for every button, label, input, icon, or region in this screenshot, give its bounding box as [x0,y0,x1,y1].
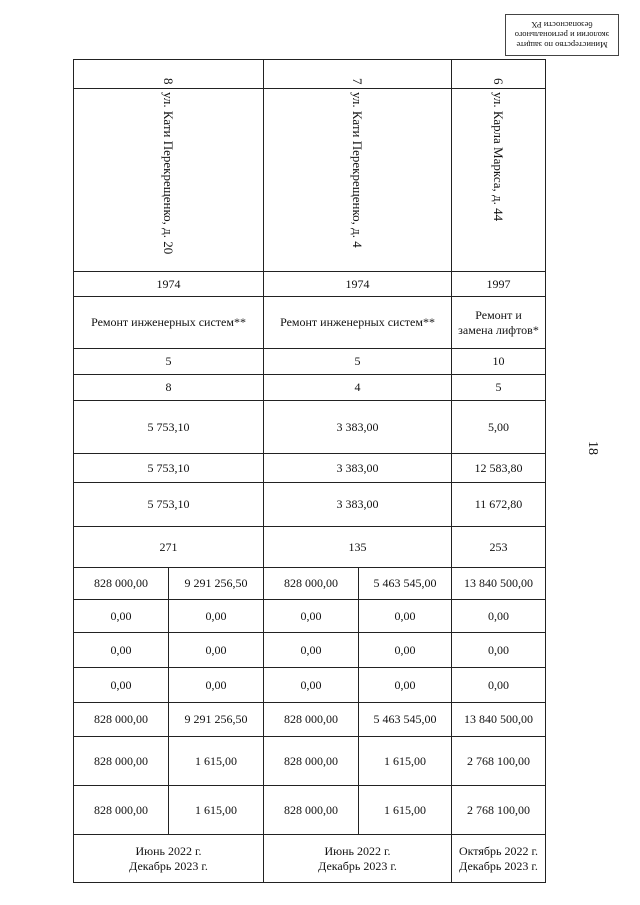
table-row [74,375,546,401]
table-row [74,633,546,668]
stamp-line: безопасности РХ [531,20,593,30]
entrances-cell: 4 [264,375,452,401]
address: ул. Кати Перекрещенко, д. 4 [350,91,365,248]
money-cell: 13 840 500,00 [452,703,546,737]
table-row [74,349,546,375]
money-cell: 0,00 [452,600,546,633]
area-b-cell: 5 753,10 [74,483,264,527]
address-cell [264,89,452,272]
address: ул. Карла Маркса, д. 44 [491,91,506,221]
money-cell: 0,00 [359,668,452,703]
entrances-cell: 5 [452,375,546,401]
money-cell: 0,00 [74,633,169,668]
money-cell: 0,00 [359,600,452,633]
stamp-line: экологии и регионального [514,30,610,40]
column-number-cell [264,60,452,89]
money-cell: 0,00 [74,668,169,703]
money-cell: 1 615,00 [359,737,452,786]
column-number-cell [452,60,546,89]
year-cell: 1974 [264,272,452,297]
floors-cell: 5 [74,349,264,375]
column-number-cell [74,60,264,89]
page-number: 18 [585,441,600,455]
column-number: 7 [350,78,365,85]
money-cell: 828 000,00 [74,737,169,786]
money-cell: 0,00 [264,668,359,703]
residents-cell: 271 [74,527,264,568]
table-row [74,483,546,527]
money-cell: 1 615,00 [169,786,264,835]
money-cell: 1 615,00 [169,737,264,786]
dates-cell: Июнь 2022 г. Декабрь 2023 г. [264,835,452,883]
area-a-cell: 5 753,10 [74,454,264,483]
money-cell: 0,00 [169,600,264,633]
money-cell: 13 840 500,00 [452,568,546,600]
money-cell: 0,00 [452,668,546,703]
dates-cell: Октябрь 2022 г. Декабрь 2023 г. [452,835,546,883]
year-cell: 1974 [74,272,264,297]
table-row [74,297,546,349]
area-b-cell: 11 672,80 [452,483,546,527]
table-row [74,668,546,703]
money-cell: 0,00 [74,600,169,633]
money-cell: 828 000,00 [264,568,359,600]
table-row [74,401,546,454]
table-row [74,835,546,883]
floors-cell: 10 [452,349,546,375]
column-number: 8 [161,78,176,85]
work-type-cell: Ремонт инженерных систем** [74,297,264,349]
housing-repair-table [73,59,546,883]
address-cell [74,89,264,272]
money-cell: 0,00 [264,600,359,633]
money-cell: 0,00 [169,633,264,668]
money-cell: 9 291 256,50 [169,568,264,600]
approval-stamp [505,14,619,56]
year-cell: 1997 [452,272,546,297]
floors-cell: 5 [264,349,452,375]
money-cell: 1 615,00 [359,786,452,835]
address-cell [452,89,546,272]
table-row [74,600,546,633]
residents-cell: 135 [264,527,452,568]
entrances-cell: 8 [74,375,264,401]
area-a-cell: 3 383,00 [264,454,452,483]
money-cell: 5 463 545,00 [359,703,452,737]
area-a-cell: 12 583,80 [452,454,546,483]
money-cell: 0,00 [359,633,452,668]
money-cell: 2 768 100,00 [452,786,546,835]
address: ул. Кати Перекрещенко, д. 20 [161,91,176,254]
table-row [74,454,546,483]
table-row [74,737,546,786]
money-cell: 9 291 256,50 [169,703,264,737]
work-type-cell: Ремонт инженерных систем** [264,297,452,349]
money-cell: 828 000,00 [74,703,169,737]
money-cell: 828 000,00 [264,737,359,786]
table-row [74,568,546,600]
residents-cell: 253 [452,527,546,568]
money-cell: 5 463 545,00 [359,568,452,600]
table-row [74,272,546,297]
money-cell: 828 000,00 [74,786,169,835]
table-row [74,527,546,568]
money-cell: 0,00 [452,633,546,668]
table-row [74,786,546,835]
dates-cell: Июнь 2022 г. Декабрь 2023 г. [74,835,264,883]
area-total-cell: 3 383,00 [264,401,452,454]
area-total-cell: 5,00 [452,401,546,454]
money-cell: 2 768 100,00 [452,737,546,786]
table-row [74,89,546,272]
money-cell: 828 000,00 [264,786,359,835]
money-cell: 0,00 [264,633,359,668]
table-row [74,703,546,737]
stamp-line: Министерство по защите [516,40,608,50]
money-cell: 828 000,00 [264,703,359,737]
table-row [74,60,546,89]
area-total-cell: 5 753,10 [74,401,264,454]
money-cell: 0,00 [169,668,264,703]
work-type-cell: Ремонт и замена лифтов* [452,297,546,349]
money-cell: 828 000,00 [74,568,169,600]
area-b-cell: 3 383,00 [264,483,452,527]
column-number: 6 [491,78,506,85]
